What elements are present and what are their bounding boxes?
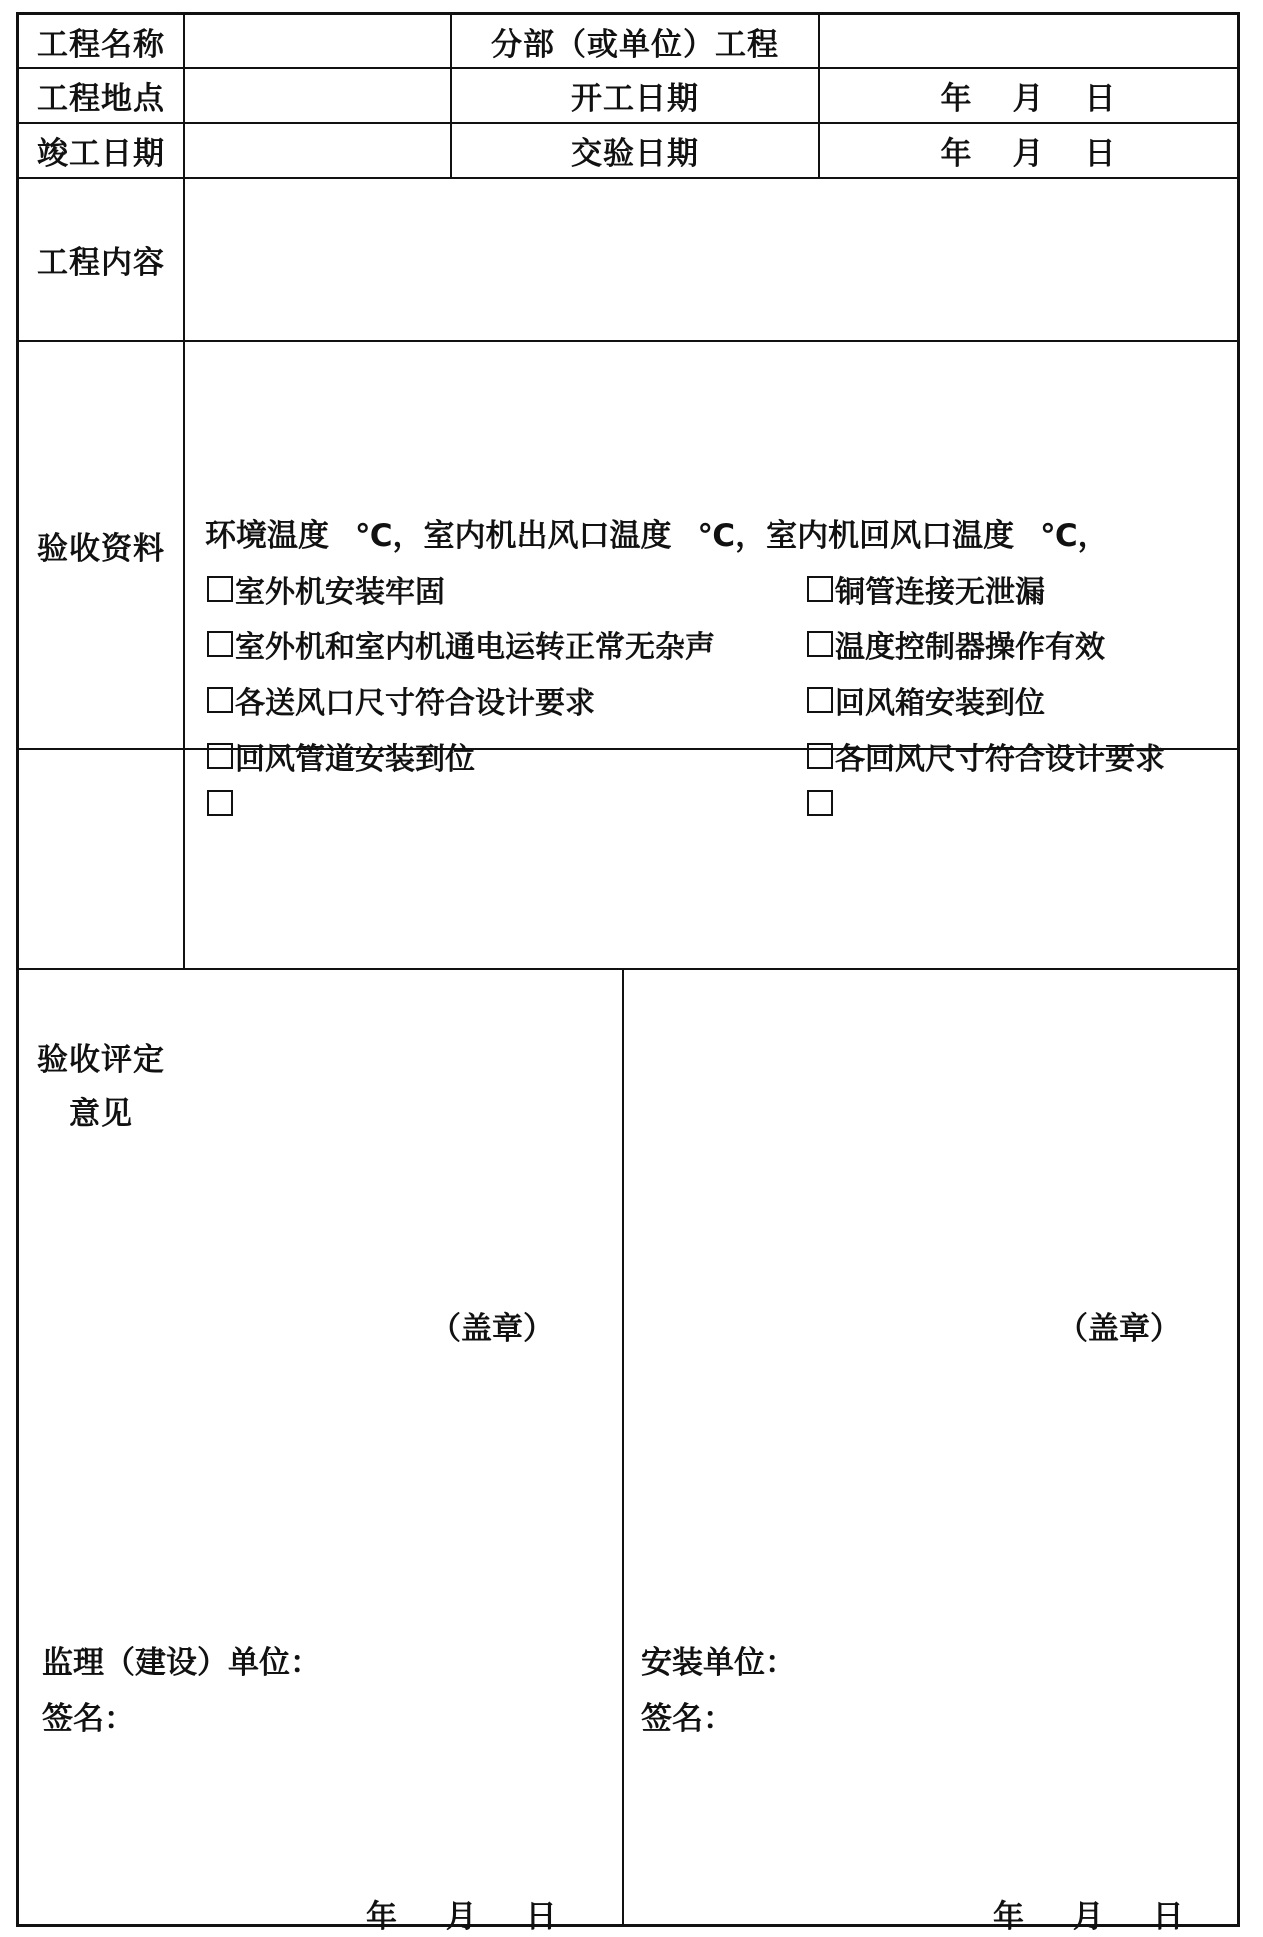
checklist-label: 回风箱安装到位 <box>835 686 1045 721</box>
checklist-label: 室外机安装牢固 <box>235 575 445 610</box>
sub-project-label: 分部（或单位）工程 <box>491 26 779 63</box>
date-day: 日 <box>1152 1899 1184 1935</box>
evaluation-label-line1: 验收评定 <box>37 1042 165 1078</box>
acceptance-date-label: 交验日期 <box>571 136 699 172</box>
checklist-item[interactable] <box>207 622 715 666</box>
checkbox-icon[interactable] <box>807 576 833 602</box>
checklist-item[interactable] <box>807 622 1105 666</box>
checklist-label: 回风管道安装到位 <box>235 742 475 777</box>
seal-left: （盖章） <box>430 1311 554 1347</box>
date-year: 年 <box>366 1899 397 1935</box>
sub-project-field[interactable] <box>820 15 1237 67</box>
checklist-label: 室外机和室内机通电运转正常无杂声 <box>235 630 715 665</box>
content-label: 工程内容 <box>37 245 165 281</box>
evaluation-label <box>19 977 183 1197</box>
installer-date <box>993 1891 1184 1936</box>
temp-ambient-label: 环境温度 <box>205 518 329 554</box>
checkbox-icon[interactable] <box>207 631 233 657</box>
date-day: 日 <box>525 1899 557 1935</box>
checkbox-icon[interactable] <box>807 687 833 713</box>
start-date-label: 开工日期 <box>571 81 699 117</box>
temp-end-label: ℃， <box>1040 518 1109 554</box>
content-field[interactable] <box>185 179 1237 340</box>
date-year: 年 <box>940 136 973 172</box>
checklist-label: 温度控制器操作有效 <box>835 630 1105 665</box>
checklist-item[interactable] <box>207 678 595 722</box>
date-year: 年 <box>993 1899 1024 1935</box>
supervisor-unit-label: 监理（建设）单位： <box>42 1645 321 1681</box>
checkbox-icon[interactable] <box>807 743 833 769</box>
checklist-item[interactable] <box>807 790 835 816</box>
start-date-field[interactable] <box>820 69 1237 122</box>
checkbox-icon[interactable] <box>207 743 233 769</box>
checkbox-icon[interactable] <box>207 790 233 816</box>
checklist-label: 铜管连接无泄漏 <box>835 575 1045 610</box>
date-month: 月 <box>1012 136 1045 172</box>
checklist-label: 各送风口尺寸符合设计要求 <box>235 686 595 721</box>
supervisor-date <box>366 1891 557 1936</box>
date-day: 日 <box>1084 136 1117 172</box>
materials-label: 验收资料 <box>37 530 165 567</box>
completion-date-field[interactable] <box>185 124 450 177</box>
date-month: 月 <box>1072 1899 1104 1935</box>
checkbox-icon[interactable] <box>807 631 833 657</box>
checkbox-icon[interactable] <box>207 687 233 713</box>
acceptance-date-field[interactable] <box>820 124 1237 177</box>
location-label: 工程地点 <box>37 81 165 117</box>
temp-outlet-label: ℃，室内机出风口温度 <box>355 518 672 554</box>
checklist-item[interactable] <box>207 790 235 816</box>
date-day: 日 <box>1084 81 1117 117</box>
evaluation-label-line2: 意见 <box>69 1096 133 1132</box>
checklist-item[interactable] <box>807 567 1045 611</box>
checkbox-icon[interactable] <box>807 790 833 816</box>
checklist-label: 各回风尺寸符合设计要求 <box>835 742 1165 777</box>
project-name-label: 工程名称 <box>37 26 165 63</box>
date-month: 月 <box>1012 81 1045 117</box>
checklist-item[interactable] <box>807 734 1165 778</box>
evaluation-field[interactable] <box>185 977 1237 1197</box>
supervisor-sign-label: 签名： <box>42 1701 135 1737</box>
date-month: 月 <box>445 1899 477 1935</box>
seal-right: （盖章） <box>1057 1311 1181 1347</box>
project-name-field[interactable] <box>185 15 450 67</box>
installer-sign-label: 签名： <box>641 1701 734 1737</box>
temperature-line <box>205 510 1109 555</box>
checklist-item[interactable] <box>207 567 445 611</box>
date-year: 年 <box>940 81 973 117</box>
completion-date-label: 竣工日期 <box>37 136 165 172</box>
location-field[interactable] <box>185 69 450 122</box>
row-divider <box>19 340 1237 342</box>
row-divider <box>19 968 1237 970</box>
checklist-item[interactable] <box>807 678 1045 722</box>
checkbox-icon[interactable] <box>207 576 233 602</box>
checklist-item[interactable] <box>207 734 475 778</box>
installer-unit-label: 安装单位： <box>641 1645 796 1681</box>
temp-return-label: ℃，室内机回风口温度 <box>697 518 1015 554</box>
